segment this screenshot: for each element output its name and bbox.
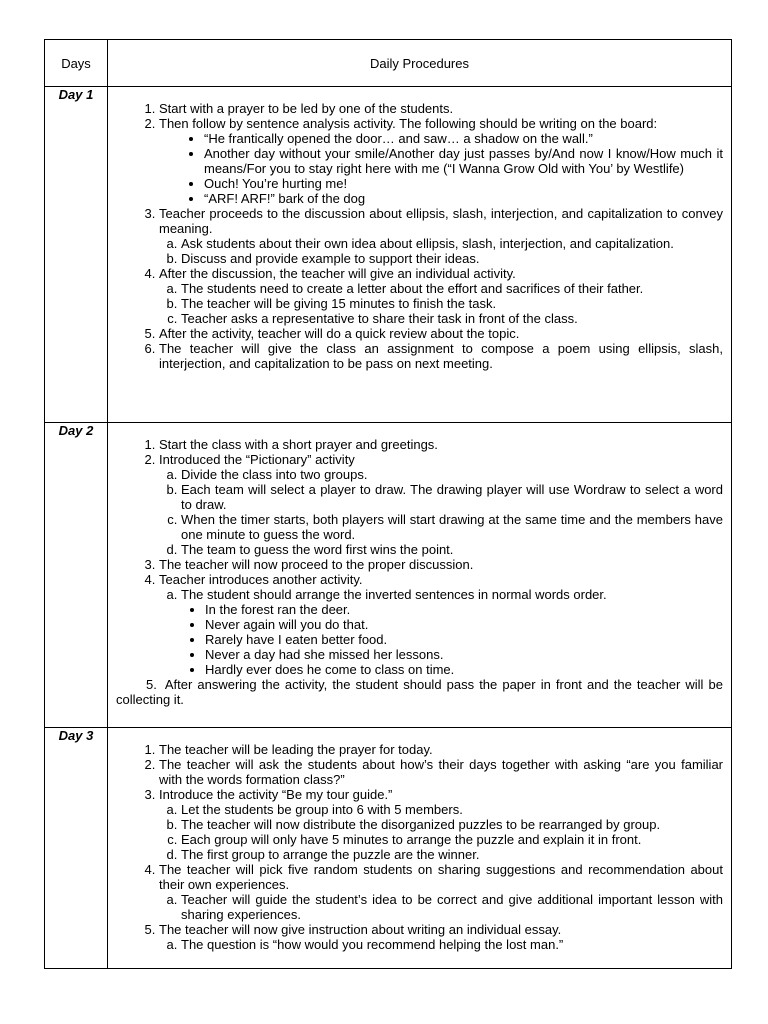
list-item: a. Let the students be group into 6 with 5 members. <box>181 802 723 817</box>
list-item: • “He frantically opened the door… and saw… a shadow on the wall.” <box>204 131 723 146</box>
list-item-text: Then follow by sentence analysis activity. The following should be writing on the board: <box>159 116 658 131</box>
step-number: 5. <box>146 677 157 692</box>
activity-substeps <box>159 281 723 326</box>
day-3-row <box>45 728 732 969</box>
list-item: b. Discuss and provide example to support their ideas. <box>181 251 723 266</box>
list-item: a. Teacher will guide the student’s idea to be correct and give additional important lesson with sharing experiences. <box>181 892 723 922</box>
day-1-steps <box>116 101 723 371</box>
step-text: After answering the activity, the student should pass the paper in front and the teacher will be collecting it. <box>116 677 723 707</box>
list-item-text: The teacher will pick five random students on sharing suggestions and recommendation about their own experiences. <box>159 862 723 892</box>
list-item <box>159 922 723 952</box>
day-2-procedures <box>108 423 732 728</box>
day-1-row <box>45 87 732 423</box>
list-item: 1. Start the class with a short prayer and greetings. <box>159 437 723 452</box>
suggestion-substeps <box>159 892 723 922</box>
list-item: 3. The teacher will now proceed to the proper discussion. <box>159 557 723 572</box>
pictionary-substeps <box>159 467 723 557</box>
tour-guide-substeps <box>159 802 723 862</box>
list-item: d. The team to guess the word first wins the point. <box>181 542 723 557</box>
table-header-row <box>45 40 732 87</box>
procedures-column-header: Daily Procedures <box>108 40 732 87</box>
list-item <box>159 787 723 862</box>
day-2-row <box>45 423 732 728</box>
list-item: • Rarely have I eaten better food. <box>205 632 723 647</box>
list-item: 5. After the activity, teacher will do a quick review about the topic. <box>159 326 723 341</box>
list-item: b. The teacher will be giving 15 minutes to finish the task. <box>181 296 723 311</box>
day-3-steps <box>116 742 723 952</box>
list-item: b. Each team will select a player to draw. The drawing player will use Wordraw to select a word to draw. <box>181 482 723 512</box>
day-1-label: Day 1 <box>45 87 108 423</box>
list-item: c. Teacher asks a representative to share their task in front of the class. <box>181 311 723 326</box>
list-item <box>159 452 723 557</box>
list-item: a. Ask students about their own idea about ellipsis, slash, interjection, and capitalization. <box>181 236 723 251</box>
list-item: c. When the timer starts, both players will start drawing at the same time and the members have one minute to guess the word. <box>181 512 723 542</box>
list-item-text: After the discussion, the teacher will give an individual activity. <box>159 266 516 281</box>
list-item: • Never a day had she missed her lessons. <box>205 647 723 662</box>
inverted-sentences <box>181 602 723 677</box>
list-item <box>159 116 723 206</box>
list-item-text: Introduce the activity “Be my tour guide.” <box>159 787 393 802</box>
board-sentences <box>159 131 723 206</box>
list-item-text: The teacher will now give instruction about writing an individual essay. <box>159 922 562 937</box>
list-item-text: The student should arrange the inverted sentences in normal words order. <box>181 587 607 602</box>
list-item <box>159 206 723 266</box>
list-item: 2. The teacher will ask the students about how’s their days together with asking “are you familiar with the words formation class?” <box>159 757 723 787</box>
list-item <box>159 266 723 326</box>
list-item: 1. Start with a prayer to be led by one of the students. <box>159 101 723 116</box>
lesson-plan-table <box>44 39 732 969</box>
day-2-label: Day 2 <box>45 423 108 728</box>
list-item-text: Introduced the “Pictionary” activity <box>159 452 355 467</box>
list-item-text: Teacher proceeds to the discussion about ellipsis, slash, interjection, and capitalization to convey meaning. <box>159 206 723 236</box>
list-item <box>159 862 723 922</box>
list-item: 1. The teacher will be leading the prayer for today. <box>159 742 723 757</box>
list-item: a. Divide the class into two groups. <box>181 467 723 482</box>
list-item: • “ARF! ARF!” bark of the dog <box>204 191 723 206</box>
list-item: • Never again will you do that. <box>205 617 723 632</box>
day-2-steps <box>116 437 723 677</box>
list-item <box>181 587 723 677</box>
list-item: • Another day without your smile/Another day just passes by/And now I know/How much it means/For you to stay right here with me (“I Wanna Grow Old with You’ by Westlife) <box>204 146 723 176</box>
list-item-text: Teacher introduces another activity. <box>159 572 363 587</box>
days-column-header: Days <box>45 40 108 87</box>
list-item: a. The question is “how would you recommend helping the lost man.” <box>181 937 723 952</box>
discussion-substeps <box>159 236 723 266</box>
essay-substeps <box>159 937 723 952</box>
list-item: • Ouch! You’re hurting me! <box>204 176 723 191</box>
list-item <box>159 572 723 677</box>
list-item: 6. The teacher will give the class an assignment to compose a poem using ellipsis, slash, interjection, and capitalization to be pass on next meeting. <box>159 341 723 371</box>
list-item: b. The teacher will now distribute the disorganized puzzles to be rearranged by group. <box>181 817 723 832</box>
day-2-final-step <box>116 677 723 707</box>
inverted-activity-substeps <box>159 587 723 677</box>
day-3-procedures <box>108 728 732 969</box>
list-item: • In the forest ran the deer. <box>205 602 723 617</box>
list-item: d. The first group to arrange the puzzle are the winner. <box>181 847 723 862</box>
list-item: a. The students need to create a letter about the effort and sacrifices of their father. <box>181 281 723 296</box>
list-item: • Hardly ever does he come to class on time. <box>205 662 723 677</box>
list-item: c. Each group will only have 5 minutes to arrange the puzzle and explain it in front. <box>181 832 723 847</box>
day-3-label: Day 3 <box>45 728 108 969</box>
day-1-procedures <box>108 87 732 423</box>
